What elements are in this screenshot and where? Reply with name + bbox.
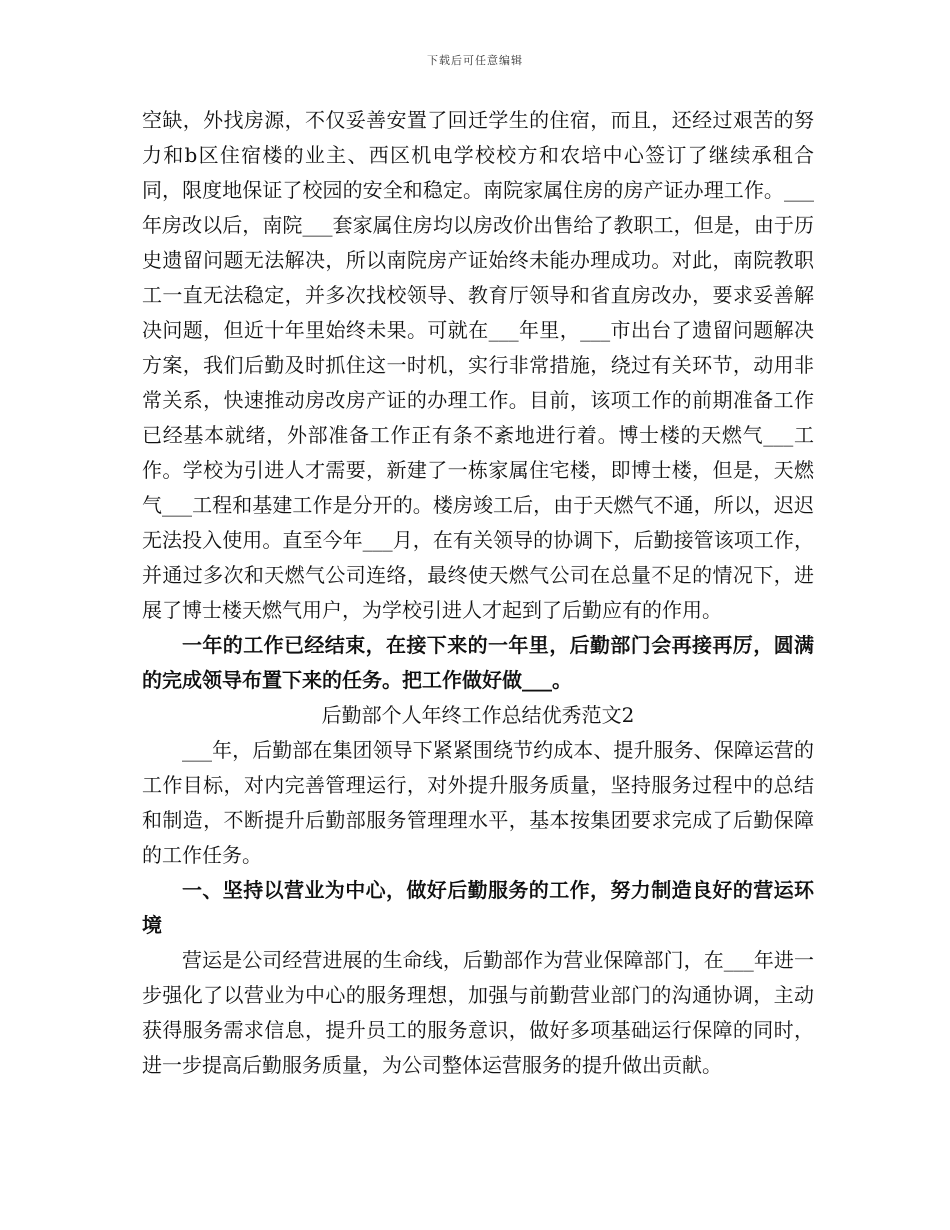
- paragraph-continuation: 空缺，外找房源，不仅妥善安置了回迁学生的住宿，而且，还经过艰苦的努力和b区住宿楼的业主、西区机电学校校方和农培中心签订了继续承租合同，限度地保证了校园的安全和稳定。南院家属住房的房产证办理工作。___年房改以后，南院___套家属住房均以房改价出售给了教职工，但是，由于历史遗留问题无法解决，所以南院房产证始终未能办理成功。对此，南院教职工一直无法稳定，并多次找校领导、教育厅领导和省直房改办，要求妥善解决问题，但近十年里始终未果。可就在___年里，___市出台了遗留问题解决方案，我们后勤及时抓住这一时机，实行非常措施，绕过有关环节，动用非常关系，快速推动房改房产证的办理工作。目前，该项工作的前期准备工作已经基本就绪，外部准备工作正有条不紊地进行着。博士楼的天燃气___工作。学校为引进人才需要，新建了一栋家属住宅楼，即博士楼，但是，天燃气___工程和基建工作是分开的。楼房竣工后，由于天燃气不通，所以，迟迟无法投入使用。直至今年___月，在有关领导的协调下，后勤接管该项工作，并通过多次和天燃气公司连络，最终使天燃气公司在总量不足的情况下，进展了博士楼天燃气用户，为学校引进人才起到了后勤应有的作用。: [142, 108, 814, 622]
- paragraph-intro: ___年，后勤部在集团领导下紧紧围绕节约成本、提升服务、保障运营的工作目标，对内完善管理运行，对外提升服务质量，坚持服务过程中的总结和制造，不断提升后勤部服务管理理水平，基本按集团要求完成了后勤保障的工作任务。: [142, 738, 814, 867]
- paragraph-conclusion: 一年的工作已经结束，在接下来的一年里，后勤部门会再接再厉，圆满的完成领导布置下来的任务。把工作做好做___。: [142, 633, 814, 692]
- paragraph-operations: 营运是公司经营进展的生命线，后勤部作为营业保障部门，在___年进一步强化了以营业为中心的服务理想，加强与前勤营业部门的沟通协调，主动获得服务需求信息，提升员工的服务意识，做好多项基础运行保障的同时，进一步提高后勤服务质量，为公司整体运营服务的提升做出贡献。: [142, 948, 814, 1077]
- page-header: 下载后可任意编辑: [427, 54, 523, 67]
- document-body: [142, 103, 814, 1083]
- section-heading-1: 一、坚持以营业为中心，做好后勤服务的工作，努力制造良好的营运环境: [142, 878, 814, 937]
- section-title: 后勤部个人年终工作总结优秀范文2: [321, 703, 635, 727]
